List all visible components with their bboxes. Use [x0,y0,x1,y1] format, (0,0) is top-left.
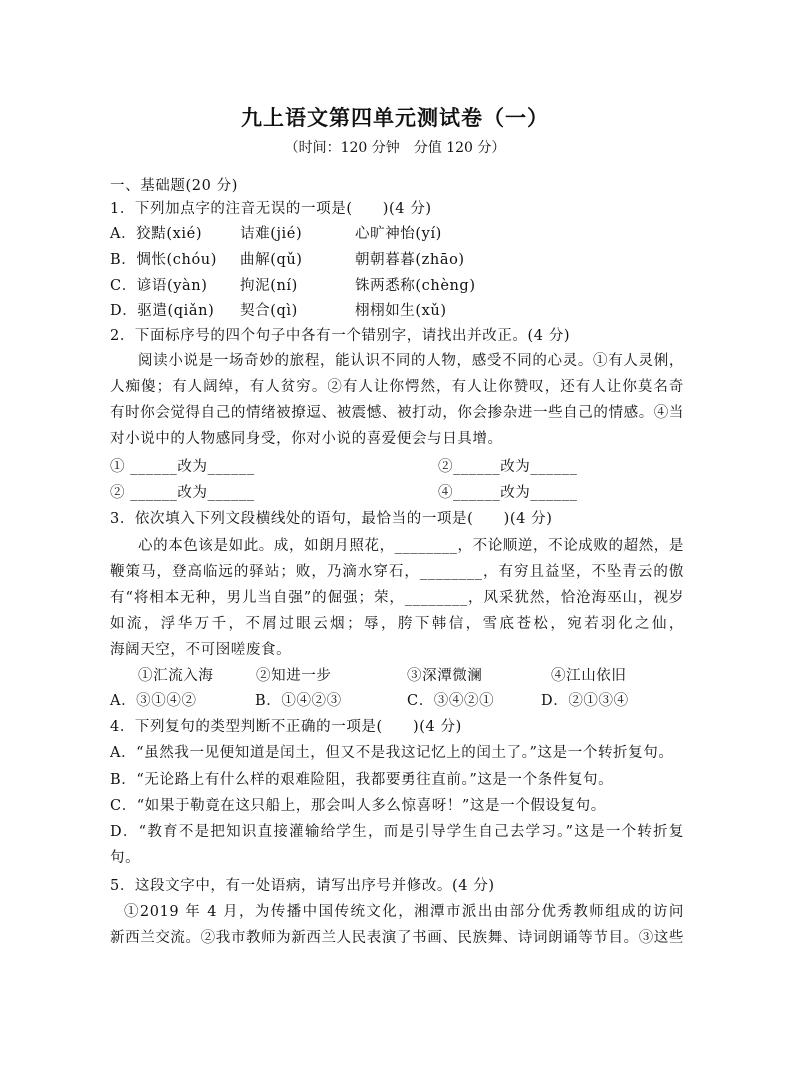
q4-option-b: B．“无论路上有什么样的艰难险阻，我都要勇往直前。”这是一个条件复句。 [110,772,614,788]
q1-option-row [110,223,684,245]
q3-answer-c: C．③④②① [407,693,495,709]
q3-answer-b: B．①④②③ [255,693,342,709]
q1-option-a-1: A．狡黠(xié) [110,226,203,242]
q2-paragraph-line: 阅读小说是一场奇妙的旅程，能认识不同的人物，感受不同的心灵。①有人灵俐， [138,353,684,369]
q2-stem: 2．下面标序号的四个句子中各有一个错别字，请找出并改正。(4 分) [110,328,571,344]
q3-choice-3: ③深潭微澜 [407,668,483,684]
q4-option-d: D．“教育不是把知识直接灌输给学生，而是引导学生自己去学习。”这是一个转折复 [110,824,684,840]
q3-answer-a: A．③①④② [110,693,197,709]
q1-option-d-3: 栩栩如生(xǔ) [355,303,447,319]
exam-subtitle: （时间：120 分钟 分值 120 分） [284,140,506,156]
q1-option-d-2: 契合(qì) [240,303,298,319]
q3-answer-d: D．②①③④ [541,693,629,709]
q1-option-a-3: 心旷神怡(yí) [355,226,442,242]
q3-answer-row [110,690,684,712]
q5-paragraph-line: ①2019 年 4 月，为传播中国传统文化，湘潭市派出由部分优秀教师组成的访问 [124,904,684,920]
q2-answer-row [110,456,684,478]
q3-choice-row [110,665,684,687]
q2-answer-blank-4: ④______改为______ [438,485,578,501]
q3-paragraph-line: 如流，浮华万千，不屑过眼云烟；辱，胯下韩信，雪底苍松，宛若羽化之仙， [110,616,684,632]
q2-answer-blank-3: ② ______改为______ [110,485,255,501]
q1-option-d-1: D．驱遣(qiǎn) [110,303,215,319]
q5-paragraph-line: 新西兰交流。②我市教师为新西兰人民表演了书画、民族舞、诗词朗诵等节目。③这些 [110,930,684,946]
q2-answer-row [110,482,684,504]
q3-paragraph-line: 海阔天空，不可囹嗟废食。 [110,642,292,658]
q1-option-row [110,300,684,322]
q3-paragraph-line: 有“将相本无种，男儿当自强”的倔强；荣，________，风采犹然，恰沧海巫山，视岁 [110,590,684,606]
section-heading: 一、基础题(20 分) [110,178,238,194]
q1-option-c-3: 铢两悉称(chèng) [355,278,476,294]
q1-option-b-3: 朝朝暮暮(zhāo) [355,252,465,268]
q1-option-c-2: 拘泥(ní) [240,278,298,294]
q4-stem: 4．下列复句的类型判断不正确的一项是( )(4 分) [110,719,462,735]
q3-stem: 3．依次填入下列文段横线处的语句，最恰当的一项是( )(4 分) [110,511,553,527]
q3-paragraph-line: 鞭策马，登高临远的驿站；败，乃滴水穿石，________，有穷且益坚，不坠青云的傲 [110,564,684,580]
q1-option-row [110,249,684,271]
q4-option-d-cont: 句。 [110,850,141,866]
q1-option-b-1: B．惆怅(chóu) [110,252,217,268]
exam-title: 九上语文第四单元测试卷（一） [241,105,549,130]
q1-option-c-1: C．谚语(yàn) [110,278,208,294]
q1-option-a-2: 诘难(jié) [240,226,303,242]
q4-option-c: C．“如果于勒竟在这只船上，那会叫人多么惊喜呀！”这是一个假设复句。 [110,798,606,814]
q2-answer-blank-2: ②______改为______ [438,459,578,475]
q2-answer-blank-1: ① ______改为______ [110,459,255,475]
q3-paragraph-line: 心的本色该是如此。成，如朗月照花，________，不论顺逆，不论成败的超然，是 [138,538,684,554]
q2-paragraph-line: 对小说中的人物感同身受，你对小说的喜爱便会与日具增。 [110,431,503,447]
q2-paragraph-line: 有时你会觉得自己的情绪被撩逗、被震憾、被打动，你会掺杂进一些自己的情感。④当 [110,405,684,421]
q1-stem: 1．下列加点字的注音无误的一项是( )(4 分) [110,201,432,217]
q3-choice-2: ②知进一步 [256,668,332,684]
q1-option-row [110,275,684,297]
q3-choice-4: ④江山依旧 [551,668,627,684]
q2-paragraph-line: 人痴傻；有人阔绰，有人贫穷。②有人让你愕然，有人让你赞叹，还有人让你莫名奇 [110,379,684,395]
q5-stem: 5．这段文字中，有一处语病，请写出序号并修改。(4 分) [110,878,495,894]
q1-option-b-2: 曲解(qǔ) [240,252,303,268]
q4-option-a: A．“虽然我一见便知道是闰土，但又不是我这记忆上的闰土了。”这是一个转折复句。 [110,745,674,761]
q3-choice-1: ①汇流入海 [138,668,214,684]
